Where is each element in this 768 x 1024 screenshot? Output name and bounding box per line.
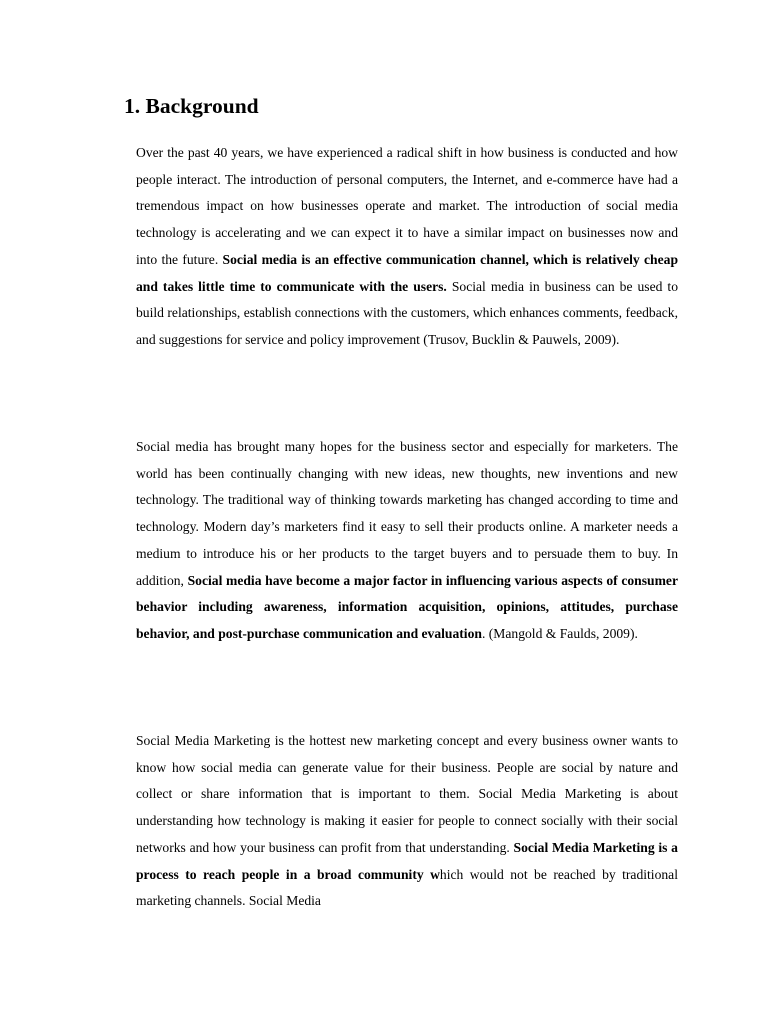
paragraph-3-text-b: hich would not be reached by traditional marketing channels. Social Media xyxy=(136,866,678,909)
section-number: 1. xyxy=(124,94,141,118)
paragraph-1-text-b: Social media in business can be used to build relationships, establish connections with the customers, which enhances comments, feedback, and suggestions for service and policy improvement (Trusov, Bucklin & Pauwels, 2009). xyxy=(136,278,678,347)
paragraph-1 xyxy=(136,140,678,354)
paragraph-1-text-a: Over the past 40 years, we have experienced a radical shift in how business is conducted and how people interact. The introduction of personal computers, the Internet, and e-commerce have had a tremendous impact on how businesses operate and market. The introduction of social media technology is accelerating and we can expect it to have a similar impact on businesses now and into the future. xyxy=(136,145,678,267)
section-title: Background xyxy=(145,94,259,118)
paragraph-2 xyxy=(136,434,678,648)
paragraph-2-text-a: Social media has brought many hopes for the business sector and especially for marketers. The world has been continually changing with new ideas, new thoughts, new inventions and new technology. The traditional way of thinking towards marketing has changed according to time and technology. Modern day’s marketers find it easy to sell their products online. A marketer needs a medium to introduce his or her products to the target buyers and to persuade them to buy. In addition, xyxy=(136,439,678,588)
section-heading xyxy=(124,91,259,121)
paragraph-2-text-b: . (Mangold & Faulds, 2009). xyxy=(481,625,638,641)
paragraph-1-bold: Social media is an effective communication channel, which is relatively cheap and takes little time to communicate with the users. xyxy=(136,251,678,294)
paragraph-3-text-a: Social Media Marketing is the hottest new marketing concept and every business owner wants to know how social media can generate value for their business. People are social by nature and collect or share information that is important to them. Social Media Marketing is about understanding how technology is making it easier for people to connect socially with their social networks and how your business can profit from that understanding. xyxy=(136,733,678,855)
paragraph-3-bold: Social Media Marketing is a process to reach people in a broad community w xyxy=(136,839,678,882)
paragraph-3 xyxy=(136,728,678,915)
paragraph-2-bold: Social media have become a major factor in influencing various aspects of consumer behavior including awareness, information acquisition, opinions, attitudes, purchase behavior, and post-purchase communication and evaluation xyxy=(136,572,678,641)
